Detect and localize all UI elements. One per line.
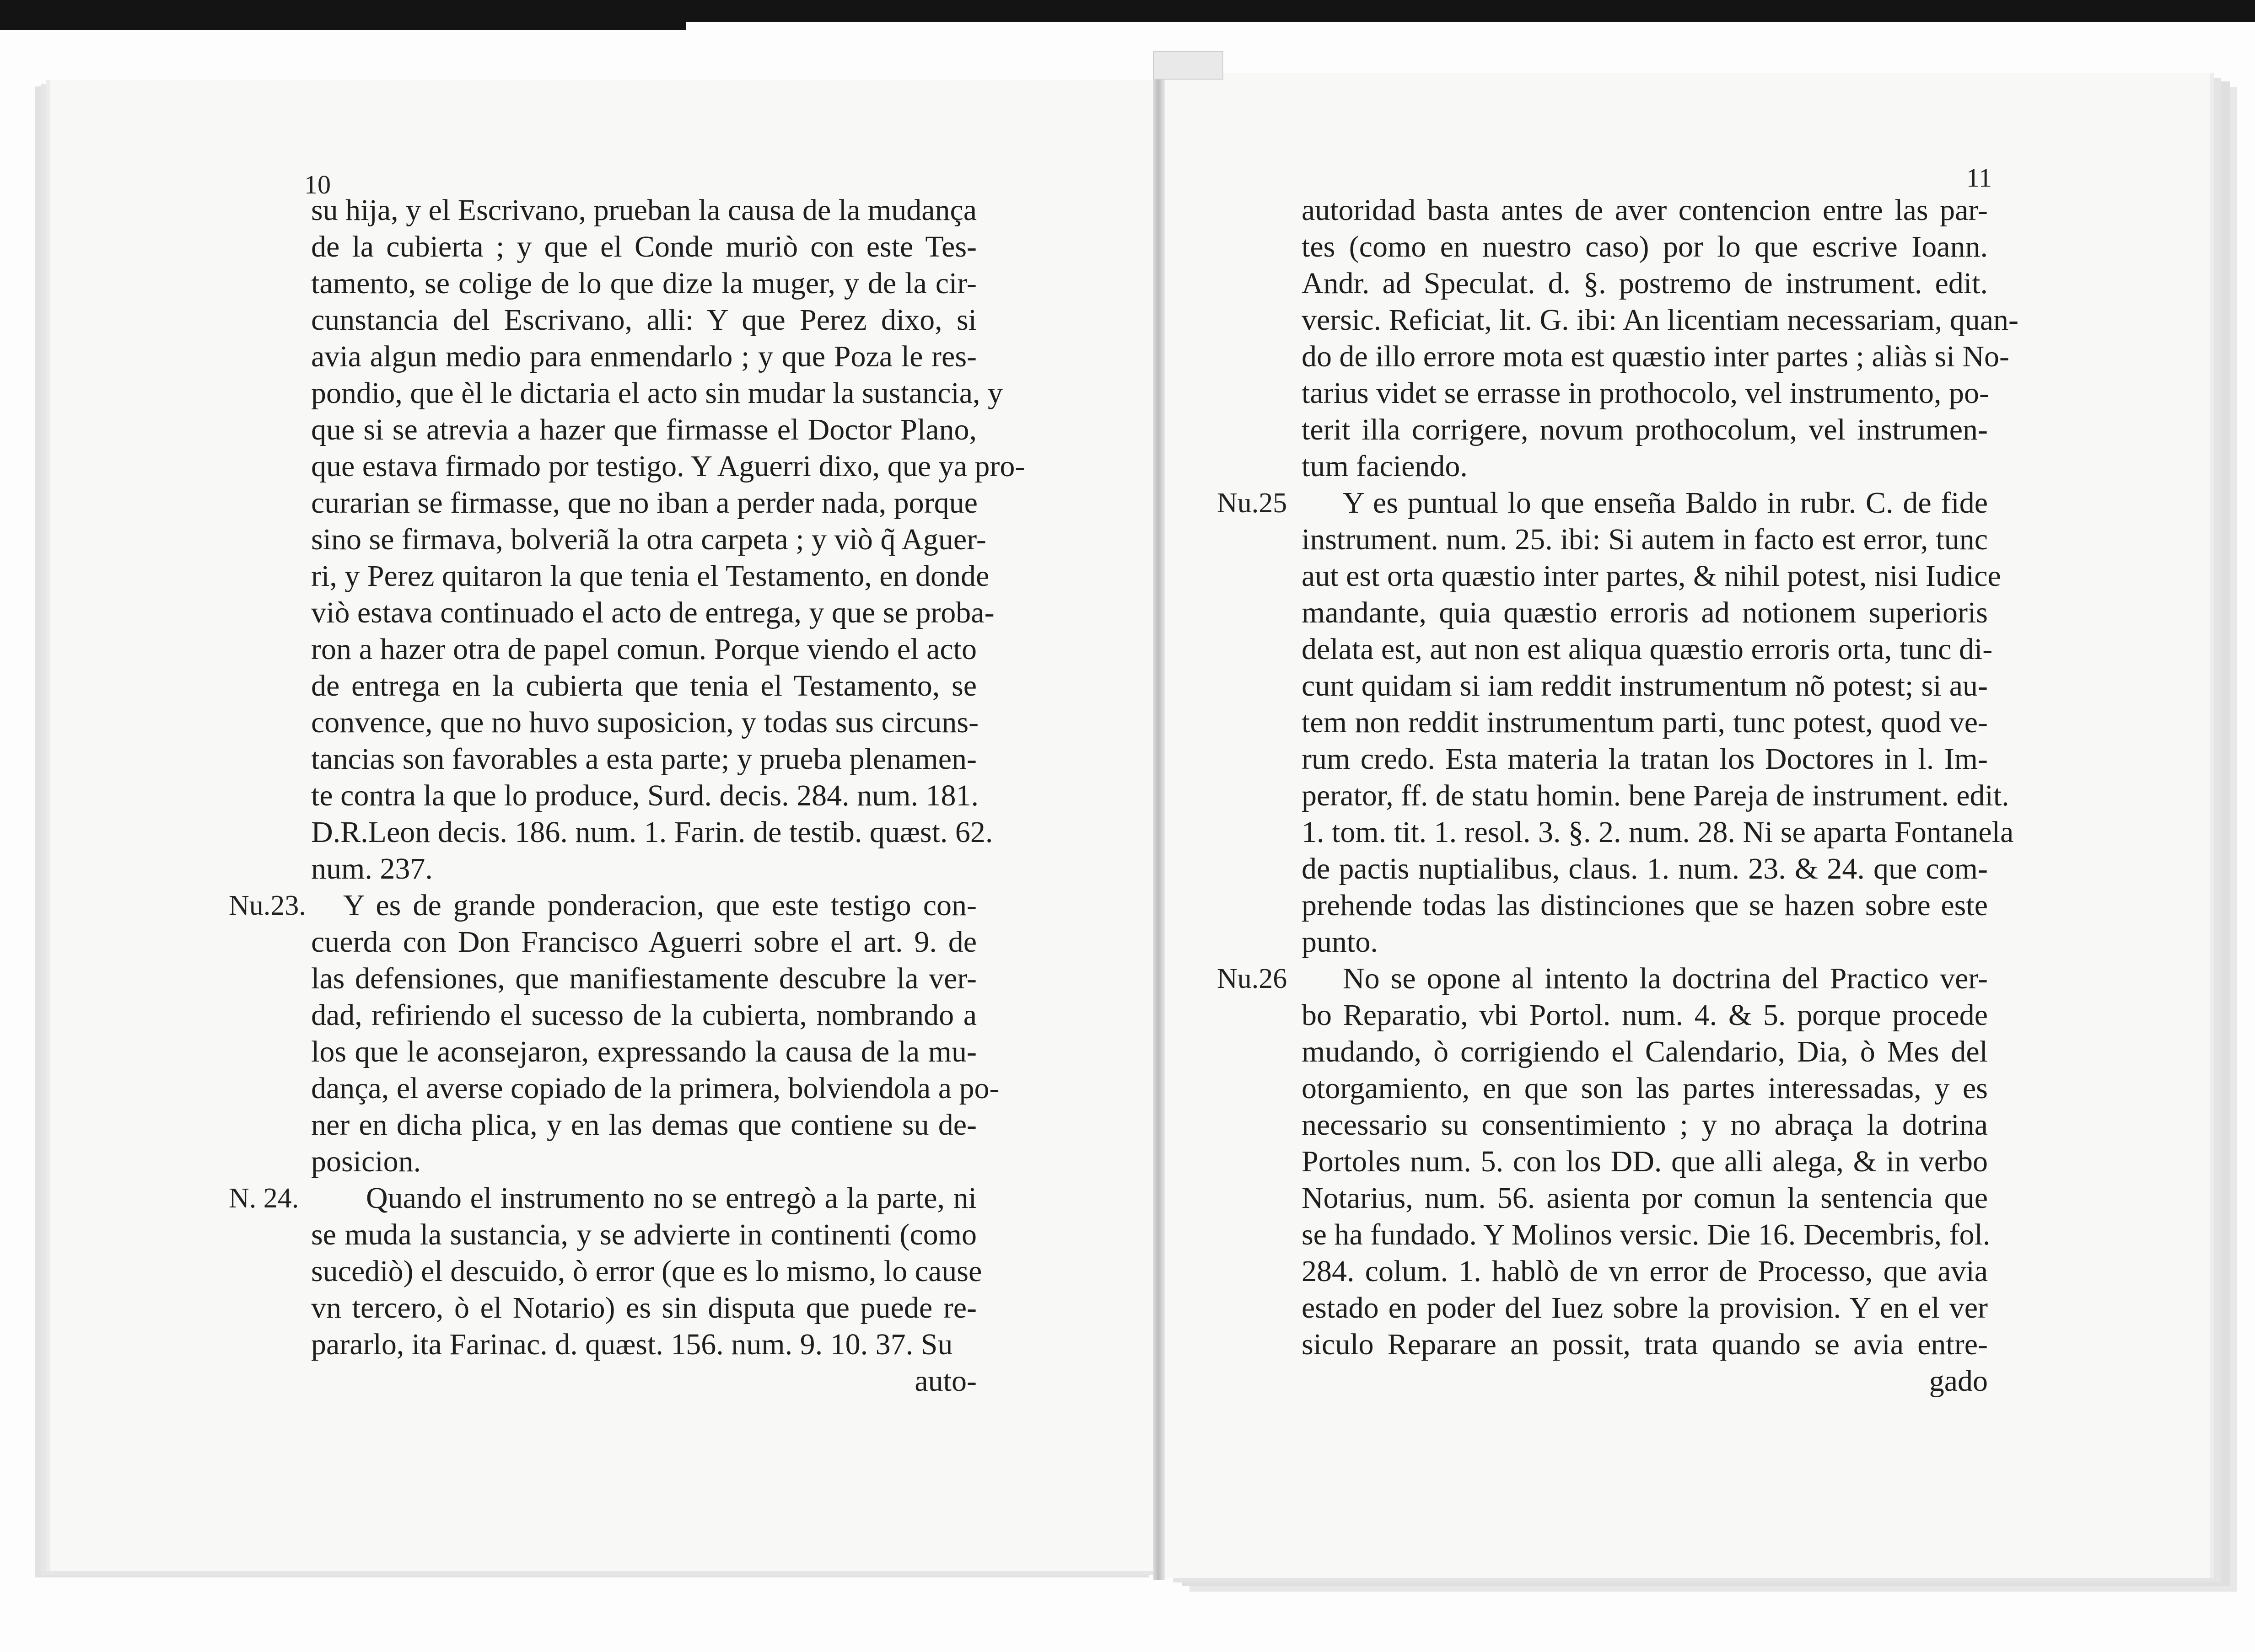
text-line: se ha fundado. Y Molinos versic. Die 16. Decembris, fol. bbox=[1302, 1218, 1991, 1251]
text-line: se muda la sustancia, y se advierte in continenti (como bbox=[311, 1218, 977, 1251]
text-line: auto- bbox=[915, 1364, 977, 1398]
book-gutter bbox=[1153, 71, 1165, 1580]
text-line: ri, y Perez quitaron la que tenia el Testamento, en donde bbox=[311, 559, 990, 593]
text-line: dança, el averse copiado de la primera, bolviendola a po- bbox=[311, 1072, 1000, 1105]
scanner-edge-top-strip bbox=[0, 22, 686, 30]
text-line: instrument. num. 25. ibi: Si autem in facto est error, tunc bbox=[1302, 523, 1988, 556]
text-line: te contra la que lo produce, Surd. decis. 284. num. 181. bbox=[311, 779, 979, 812]
text-line: num. 237. bbox=[311, 852, 433, 885]
text-line: necessario su consentimiento ; y no abraça la dotrina bbox=[1302, 1108, 1988, 1142]
margin-note: Nu.25 bbox=[1217, 488, 1287, 519]
text-line: ron a hazer otra de papel comun. Porque viendo el acto bbox=[311, 633, 977, 666]
text-line: cunt quidam si iam reddit instrumentum nõ potest; si au- bbox=[1302, 669, 1988, 703]
text-line: rum credo. Esta materia la tratan los Doctores in l. Im- bbox=[1302, 742, 1988, 776]
text-line: Notarius, num. 56. asienta por comun la sentencia que bbox=[1302, 1181, 1988, 1215]
margin-note: Nu.23. bbox=[229, 890, 306, 921]
text-line: posicion. bbox=[311, 1145, 421, 1178]
text-line: que estava firmado por testigo. Y Aguerri dixo, que ya pro- bbox=[311, 450, 1025, 483]
text-line: estado en poder del Iuez sobre la provision. Y en el ver bbox=[1302, 1291, 1988, 1325]
text-line: terit illa corrigere, novum prothocolum, vel instrumen- bbox=[1302, 413, 1988, 446]
text-line: su hija, y el Escrivano, prueban la causa de la mudança bbox=[311, 193, 977, 227]
text-line: pondio, que èl le dictaria el acto sin mudar la sustancia, y bbox=[311, 376, 1003, 410]
right-page-number: 11 bbox=[1966, 163, 1992, 193]
text-line: siculo Reparare an possit, trata quando se avia entre- bbox=[1302, 1328, 1988, 1361]
text-line: tancias son favorables a esta parte; y prueba plenamen- bbox=[311, 742, 977, 776]
text-line: de pactis nuptialibus, claus. 1. num. 23. & 24. que com- bbox=[1302, 852, 1988, 885]
text-line: tarius videt se errasse in prothocolo, vel instrumento, po- bbox=[1302, 376, 1989, 410]
text-line: mandante, quia quæstio erroris ad notionem superioris bbox=[1302, 596, 1988, 629]
text-line: prehende todas las distinciones que se hazen sobre este bbox=[1302, 889, 1988, 922]
text-line: perator, ff. de statu homin. bene Pareja de instrument. edit. bbox=[1302, 779, 2009, 812]
text-line: las defensiones, que manifiestamente descubre la ver- bbox=[311, 962, 977, 995]
text-line: tamento, se colige de lo que dize la muger, y de la cir- bbox=[311, 267, 977, 300]
text-line: los que le aconsejaron, expressando la causa de la mu- bbox=[311, 1035, 977, 1068]
text-line: pararlo, ita Farinac. d. quæst. 156. num. 9. 10. 37. Su bbox=[311, 1328, 953, 1361]
text-line: gado bbox=[1929, 1364, 1988, 1398]
text-line: Y es puntual lo que enseña Baldo in rubr. C. de fide bbox=[1343, 486, 1988, 520]
text-line: curarian se firmasse, que no iban a perder nada, porque bbox=[311, 486, 978, 520]
text-line: versic. Reficiat, lit. G. ibi: An licentiam necessariam, quan- bbox=[1302, 303, 2019, 337]
text-line: avia algun medio para enmendarlo ; y que Poza le res- bbox=[311, 340, 977, 373]
text-line: 1. tom. tit. 1. resol. 3. §. 2. num. 28. Ni se aparta Fontanela bbox=[1302, 815, 2014, 849]
text-line: Portoles num. 5. con los DD. que alli alega, & in verbo bbox=[1302, 1145, 1988, 1178]
text-line: delata est, aut non est aliqua quæstio erroris orta, tunc di- bbox=[1302, 633, 1993, 666]
text-line: vn tercero, ò el Notario) es sin disputa que puede re- bbox=[311, 1291, 977, 1325]
text-line: tes (como en nuestro caso) por lo que escrive Ioann. bbox=[1302, 230, 1988, 263]
margin-note: N. 24. bbox=[229, 1183, 299, 1214]
text-line: aut est orta quæstio inter partes, & nihil potest, nisi Iudice bbox=[1302, 559, 2001, 593]
text-line: cunstancia del Escrivano, alli: Y que Perez dixo, si bbox=[311, 303, 977, 337]
text-line: de entrega en la cubierta que tenia el Testamento, se bbox=[311, 669, 977, 703]
paper-tab bbox=[1153, 51, 1223, 80]
text-line: D.R.Leon decis. 186. num. 1. Farin. de testib. quæst. 62. bbox=[311, 815, 993, 849]
text-line: que si se atrevia a hazer que firmasse el Doctor Plano, bbox=[311, 413, 977, 446]
text-line: bo Reparatio, vbi Portol. num. 4. & 5. porque procede bbox=[1302, 998, 1988, 1032]
text-line: Quando el instrumento no se entregò a la parte, ni bbox=[366, 1181, 977, 1215]
text-line: autoridad basta antes de aver contencion entre las par- bbox=[1302, 193, 1988, 227]
text-line: viò estava continuado el acto de entrega, y que se proba- bbox=[311, 596, 995, 629]
text-line: otorgamiento, en que son las partes interessadas, y es bbox=[1302, 1072, 1988, 1105]
text-line: convence, que no huvo suposicion, y todas sus circuns- bbox=[311, 706, 979, 739]
text-line: sino se firmava, bolveriã la otra carpeta ; y viò q̃ Aguer- bbox=[311, 523, 986, 556]
text-line: ner en dicha plica, y en las demas que contiene su de- bbox=[311, 1108, 977, 1142]
text-line: dad, refiriendo el sucesso de la cubierta, nombrando a bbox=[311, 998, 977, 1032]
text-line: sucediò) el descuido, ò error (que es lo mismo, lo cause bbox=[311, 1255, 982, 1288]
text-line: cuerda con Don Francisco Aguerri sobre el art. 9. de bbox=[311, 925, 977, 959]
text-line: de la cubierta ; y que el Conde muriò con este Tes- bbox=[311, 230, 977, 263]
text-line: tem non reddit instrumentum parti, tunc potest, quod ve- bbox=[1302, 706, 1988, 739]
text-line: 284. colum. 1. hablò de vn error de Processo, que avia bbox=[1302, 1255, 1988, 1288]
left-page-number: 10 bbox=[304, 170, 331, 199]
margin-note: Nu.26 bbox=[1217, 963, 1287, 994]
text-line: tum faciendo. bbox=[1302, 450, 1468, 483]
text-line: do de illo errore mota est quæstio inter partes ; aliàs si No- bbox=[1302, 340, 2009, 373]
text-line: punto. bbox=[1302, 925, 1378, 959]
scanner-edge-top bbox=[0, 0, 2255, 22]
text-line: Andr. ad Speculat. d. §. postremo de instrument. edit. bbox=[1302, 267, 1988, 300]
text-line: mudando, ò corrigiendo el Calendario, Dia, ò Mes del bbox=[1302, 1035, 1988, 1068]
text-line: Y es de grande ponderacion, que este testigo con- bbox=[343, 889, 977, 922]
text-line: No se opone al intento la doctrina del Practico ver- bbox=[1343, 962, 1988, 995]
